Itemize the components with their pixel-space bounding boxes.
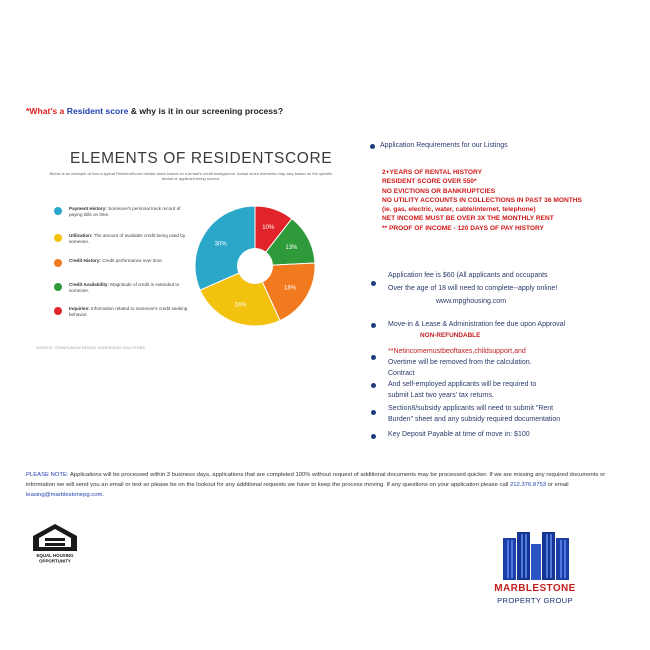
heading-suffix: & why is it in our screening process?: [128, 106, 284, 116]
net-income-note-2: Overtime will be removed from the calculation.: [388, 359, 532, 366]
equal-housing-line1: EQUAL HOUSING: [36, 553, 74, 558]
bullet: [371, 355, 376, 360]
equal-housing-line2: OPPORTUNITY: [39, 558, 71, 564]
heading-prefix: *What's a: [26, 106, 67, 116]
section8-note-1: Section8/subsidy applicants will need to submit "Rent: [388, 405, 554, 412]
legend-item-utilization: [54, 233, 194, 244]
requirement-item: (ie. gas, electric, water, cable/internet, telephone): [382, 206, 536, 214]
infographic-source: SOURCE: TRANSUNION RENTAL SCREENING SOLUTIONS: [36, 346, 145, 350]
pie-label: 18%: [284, 285, 297, 292]
legend-text: Someone's personal track record of paying bills on time.: [69, 206, 181, 217]
requirement-item: ** PROOF OF INCOME - 120 DAYS OF PAY HISTORY: [382, 224, 544, 232]
please-note-text: Applications will be processed within 3 business days, applications that are completed 100% without request of additional documents may be processed quicker. If we are missing any required documents or information we will send you an email or text so please be on the lookout for any additional requests we have to keep the process moving. If any questions on your application please call: [26, 472, 606, 488]
requirement-item: NET INCOME MUST BE OVER 3X THE MONTHLY RENT: [382, 215, 554, 223]
legend-swatch: [54, 283, 62, 291]
legend-term: Credit Availability:: [69, 282, 109, 287]
bullet: [371, 410, 376, 415]
bullet: [371, 281, 376, 286]
net-income-note-1: **Netincomemustbeoftaxes,childsupport,and: [388, 348, 526, 355]
please-note-paragraph: [26, 470, 614, 500]
net-income-note-3: Contract: [388, 370, 415, 377]
application-fee: Application fee is $60 (All applicants and occupants: [388, 272, 548, 279]
key-deposit-note: Key Deposit Payable at time of move in: $100: [388, 431, 530, 438]
bullet: [371, 434, 376, 439]
legend-text: Information related to someone's credit seeking behavior.: [69, 306, 188, 317]
marblestone-logo-icon: [476, 530, 596, 582]
legend-item-credit-history: [54, 258, 194, 264]
pie-label: 30%: [214, 241, 227, 248]
pie-label: 13%: [285, 245, 298, 252]
legend-text: The amount of available credit being used by someone.: [69, 233, 186, 244]
residentscore-pie-chart: [185, 196, 325, 336]
heading-highlight: Resident score: [66, 106, 129, 116]
self-employed-note-1: And self-employed applicants will be required to: [388, 381, 537, 388]
self-employed-note-2: submit Last two years' tax returns.: [388, 392, 494, 399]
section8-note-2: Burden" sheet and any subsidy required documentation: [388, 416, 561, 423]
website-link[interactable]: www.mpghousing.com: [436, 298, 507, 305]
page-heading: [26, 106, 283, 116]
bullet: [371, 383, 376, 388]
legend-text: Credit performance over time.: [102, 258, 163, 263]
pie-label: 10%: [262, 225, 275, 232]
please-note-end: .: [102, 492, 105, 498]
legend-term: Payment History:: [69, 206, 107, 211]
please-note-label: PLEASE NOTE:: [26, 472, 69, 478]
legend-text: Magnitude of credit is extended to someone.: [69, 282, 180, 293]
non-refundable: NON-REFUNDABLE: [420, 332, 481, 339]
company-name: MARBLESTONE: [494, 583, 576, 594]
bullet: [371, 323, 376, 328]
legend-item-payment-history: [54, 206, 194, 217]
requirement-item: 2+YEARS OF RENTAL HISTORY: [382, 169, 482, 176]
legend-swatch: [54, 234, 62, 242]
requirements-list: [382, 168, 582, 233]
legend-term: Credit History:: [69, 258, 101, 263]
email-link[interactable]: leasing@marblestonepg.com: [26, 492, 103, 498]
infographic-description: Below is an example of how a typical ResidentScore breaks down based on a tenant's credit background. Actual score elements may vary based on the specific tenant or applicant being scored.: [49, 171, 333, 182]
pie-label: 24%: [234, 302, 247, 309]
legend-term: Utilization:: [69, 233, 93, 238]
company-subtitle: PROPERTY GROUP: [497, 596, 573, 605]
donut-hole: [237, 248, 273, 284]
requirement-item: RESIDENT SCORE OVER 550*: [382, 178, 477, 186]
requirement-item: NO UTILITY ACCOUNTS IN COLLECTIONS IN PAST 36 MONTHS: [382, 196, 582, 204]
legend-item-credit-availability: [54, 282, 194, 293]
phone-link[interactable]: 212.376.8753: [509, 482, 547, 488]
legend-item-inquiries: [54, 306, 194, 317]
equal-housing-icon: [31, 523, 79, 565]
legend-swatch: [54, 207, 62, 215]
requirement-item: NO EVICTIONS OR BANKRUPTCIES: [382, 187, 496, 195]
bullet: [370, 144, 375, 149]
legend-term: Inquiries:: [69, 306, 90, 311]
application-fee-age: Over the age of 18 will need to complete--apply online!: [388, 285, 558, 292]
legend-swatch: [54, 259, 62, 267]
requirements-heading: Application Requirements for our Listings: [380, 142, 508, 149]
move-in-fee: Move-in & Lease & Administration fee due upon Approval: [388, 321, 566, 328]
infographic-title: ELEMENTS OF RESIDENTSCORE: [70, 150, 333, 167]
please-note-mid: or email: [546, 482, 569, 488]
legend-swatch: [54, 307, 62, 315]
